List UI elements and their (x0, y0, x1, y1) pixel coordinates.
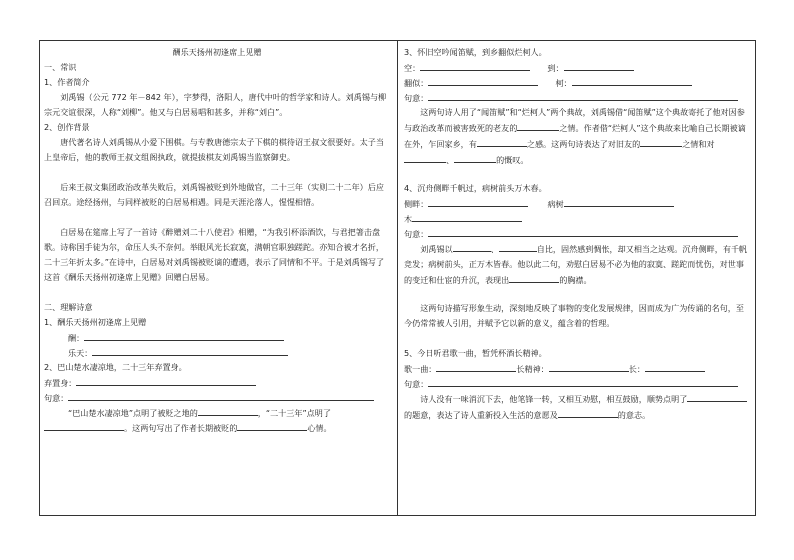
column-divider (397, 41, 398, 515)
p4-blank-1[interactable] (453, 241, 491, 252)
p4-blank-2[interactable] (499, 241, 537, 252)
juyi-blank-right-3[interactable] (428, 376, 738, 387)
dao-label: 到： (547, 63, 564, 73)
fill-blank-1[interactable] (198, 405, 258, 416)
p4c: 自比，固然感到惆怅，却又相当之达观。沉舟侧畔，有千帆竞发；病树前头，正万木皆春。他以此二句，劝慰白居易不必为他的寂寞、蹉跎而忧伤，对世事的变迁和仕宦的升沉，表现出 (404, 244, 748, 285)
chou-label: 酬： (68, 333, 85, 343)
kong-label: 空： (404, 63, 421, 73)
qizhi-row (44, 375, 390, 390)
p5a: 诗人没有一味消沉下去，他笔锋一转，又相互劝慰，相互鼓励，顺势点明了 (420, 394, 688, 404)
fill-text-b: ，“二十三年”点明了 (257, 408, 331, 418)
background-paragraph-3: 白居易在筵席上写了一首诗《醉赠刘二十八使君》相赠，“为我引杯添酒饮，与君把箸击盘歌。诗称国手徒为尔，命压人头不奈何。举眼风光长寂寞，满朝官职独蹉跎。亦知合被才名折，二十三年折太多。”在诗中，白居易对刘禹锡被贬谪的遭遇，表示了同情和不平。于是刘禹锡写了这首《酬乐天扬州初逢席上见赠》回赠白居易。 (44, 227, 385, 282)
chang-label: 长： (628, 364, 645, 374)
fill-text-a: “巴山楚水凄凉地”点明了被贬之地的 (68, 408, 198, 418)
p5c: 的意志。 (617, 410, 651, 420)
author-text: 刘禹锡（公元 772 年－842 年），字梦得，洛阳人，唐代中叶的哲学家和诗人。刘禹锡与柳宗元交谊很深，人称“刘柳”。他又与白居易唱和甚多，并称“刘白”。 (44, 92, 387, 117)
chou-blank[interactable] (84, 330, 284, 341)
letian-label: 乐天： (68, 348, 93, 358)
mu-blank[interactable] (412, 211, 522, 222)
gequ-label: 歌一曲： (404, 364, 437, 374)
item5-analysis (404, 391, 750, 421)
background-heading: 2、创作背景 (44, 122, 90, 132)
p5-blank-1[interactable] (687, 391, 747, 402)
fansi-label: 翻似： (404, 78, 429, 88)
kong-dao-row (404, 60, 750, 75)
p3-blank-2[interactable] (477, 136, 527, 147)
fansi-ke-row (404, 75, 750, 90)
fansi-blank[interactable] (428, 75, 538, 86)
p3c: 之感。这两句诗表达了对旧友的 (526, 139, 641, 149)
qizhi-blank[interactable] (76, 375, 256, 386)
cepan-label: 侧畔： (404, 199, 429, 209)
gequ-blank[interactable] (436, 361, 516, 372)
item2-heading: 2、巴山楚水凄凉地，二十三年弃置身。 (44, 362, 187, 372)
cepan-blank[interactable] (428, 196, 528, 207)
p3b: 之情。作者借“烂柯人”这个典故来比喻自己长期被谪在外，乍回家乡，有 (404, 123, 746, 149)
p4a: 刘禹锡以 (420, 244, 453, 254)
p4b: 、 (490, 244, 499, 254)
p3f: 的慨叹。 (496, 155, 529, 165)
item5-heading: 5、今日听君歌一曲，暂凭杯酒长精神。 (404, 348, 547, 358)
item3-heading: 3、怀旧空吟闻笛赋，到乡翻似烂柯人。 (404, 47, 547, 57)
ke-blank[interactable] (572, 75, 692, 86)
item4-significance: 这两句诗描写形象生动，深刻地反映了事物的变化发展规律，因而成为广为传诵的名句，至今仍常常被人引用，并赋予它以新的意义，蕴含着的哲理。 (404, 303, 744, 328)
p3-blank-1[interactable] (517, 120, 559, 131)
section-common-knowledge: 一、常识 (44, 62, 77, 72)
juyi-row-right-1 (404, 90, 750, 105)
p5b: 的题意，表达了诗人重新投入生活的意愿及 (404, 410, 558, 420)
juyi-row-right-2 (404, 226, 750, 241)
chang-blank[interactable] (645, 361, 705, 372)
item4-analysis (404, 241, 750, 301)
changjing-blank[interactable] (549, 361, 629, 372)
item1-heading: 1、酬乐天扬州初逢席上见赠 (44, 317, 147, 327)
juyi-blank-right-1[interactable] (428, 90, 738, 101)
p3-blank-5[interactable] (454, 152, 496, 163)
mu-label: 木 (404, 214, 413, 224)
mu-row (404, 211, 750, 226)
juyi-label-right-1: 句意： (404, 93, 429, 103)
p3-blank-4[interactable] (404, 152, 446, 163)
kong-blank[interactable] (420, 60, 530, 71)
fill-blank-2[interactable] (44, 420, 124, 431)
changjing-label: 长精神： (516, 364, 549, 374)
cepan-row (404, 196, 750, 211)
bingshu-blank[interactable] (564, 196, 674, 207)
dao-blank[interactable] (564, 60, 634, 71)
ke-label: 柯： (555, 78, 572, 88)
fill-row-2 (44, 420, 390, 435)
section-understanding: 二、理解诗意 (44, 302, 93, 312)
letian-blank[interactable] (92, 345, 288, 356)
left-column (44, 45, 390, 435)
p3e: 、 (446, 155, 455, 165)
juyi-label-left: 句意： (44, 393, 69, 403)
p3a: 这两句诗人用了“闻笛赋”和“烂柯人”两个典故，刘禹锡借“闻笛赋”这个典故寄托了他对因参与政治改革而被害致死的老友的 (404, 107, 745, 133)
juyi-blank-left[interactable] (68, 390, 374, 401)
p4-blank-3[interactable] (509, 272, 559, 283)
fill-row-1 (44, 405, 390, 420)
gequ-row (404, 361, 750, 376)
p3-blank-3[interactable] (640, 136, 682, 147)
page-title: 酬乐天扬州初逢席上见赠 (172, 47, 262, 57)
background-paragraph-2: 后来王叔文集团政治改革失败后，刘禹锡被贬到外地做官，二十三年（实则二十二年）后应召回京。途经扬州，与同样被贬的白居易相遇。同是天涯沦落人，惺惺相惜。 (44, 182, 384, 207)
qizhi-label: 弃置身： (44, 378, 77, 388)
background-paragraph-1: 唐代著名诗人刘禹锡从小爱下围棋。与专教唐德宗太子下棋的棋待诏王叔文很要好。太子当上皇帝后，他的教师王叔文组阁执政，就提拔棋友刘禹锡当监察御史。 (44, 137, 384, 162)
author-heading: 1、作者简介 (44, 77, 90, 87)
p5-blank-2[interactable] (558, 407, 618, 418)
item4-heading: 4、沉舟侧畔千帆过，病树前头万木春。 (404, 183, 547, 193)
juyi-row-right-3 (404, 376, 750, 391)
juyi-label-right-3: 句意： (404, 379, 429, 389)
fill-blank-3[interactable] (237, 420, 307, 431)
juyi-label-right-2: 句意： (404, 229, 429, 239)
juyi-row-left (44, 390, 390, 405)
fill-text-c: 。这两句写出了作者长期被贬的 (124, 423, 238, 433)
letian-row (44, 345, 390, 360)
p4d: 的胸襟。 (559, 275, 592, 285)
p3d: 之情和对 (682, 139, 715, 149)
right-column (404, 45, 750, 421)
worksheet-frame (39, 40, 756, 516)
fill-text-d: 心情。 (307, 423, 332, 433)
juyi-blank-right-2[interactable] (428, 226, 738, 237)
bingshu-label: 病树 (547, 199, 564, 209)
item3-analysis (404, 105, 750, 181)
chou-row (44, 330, 390, 345)
